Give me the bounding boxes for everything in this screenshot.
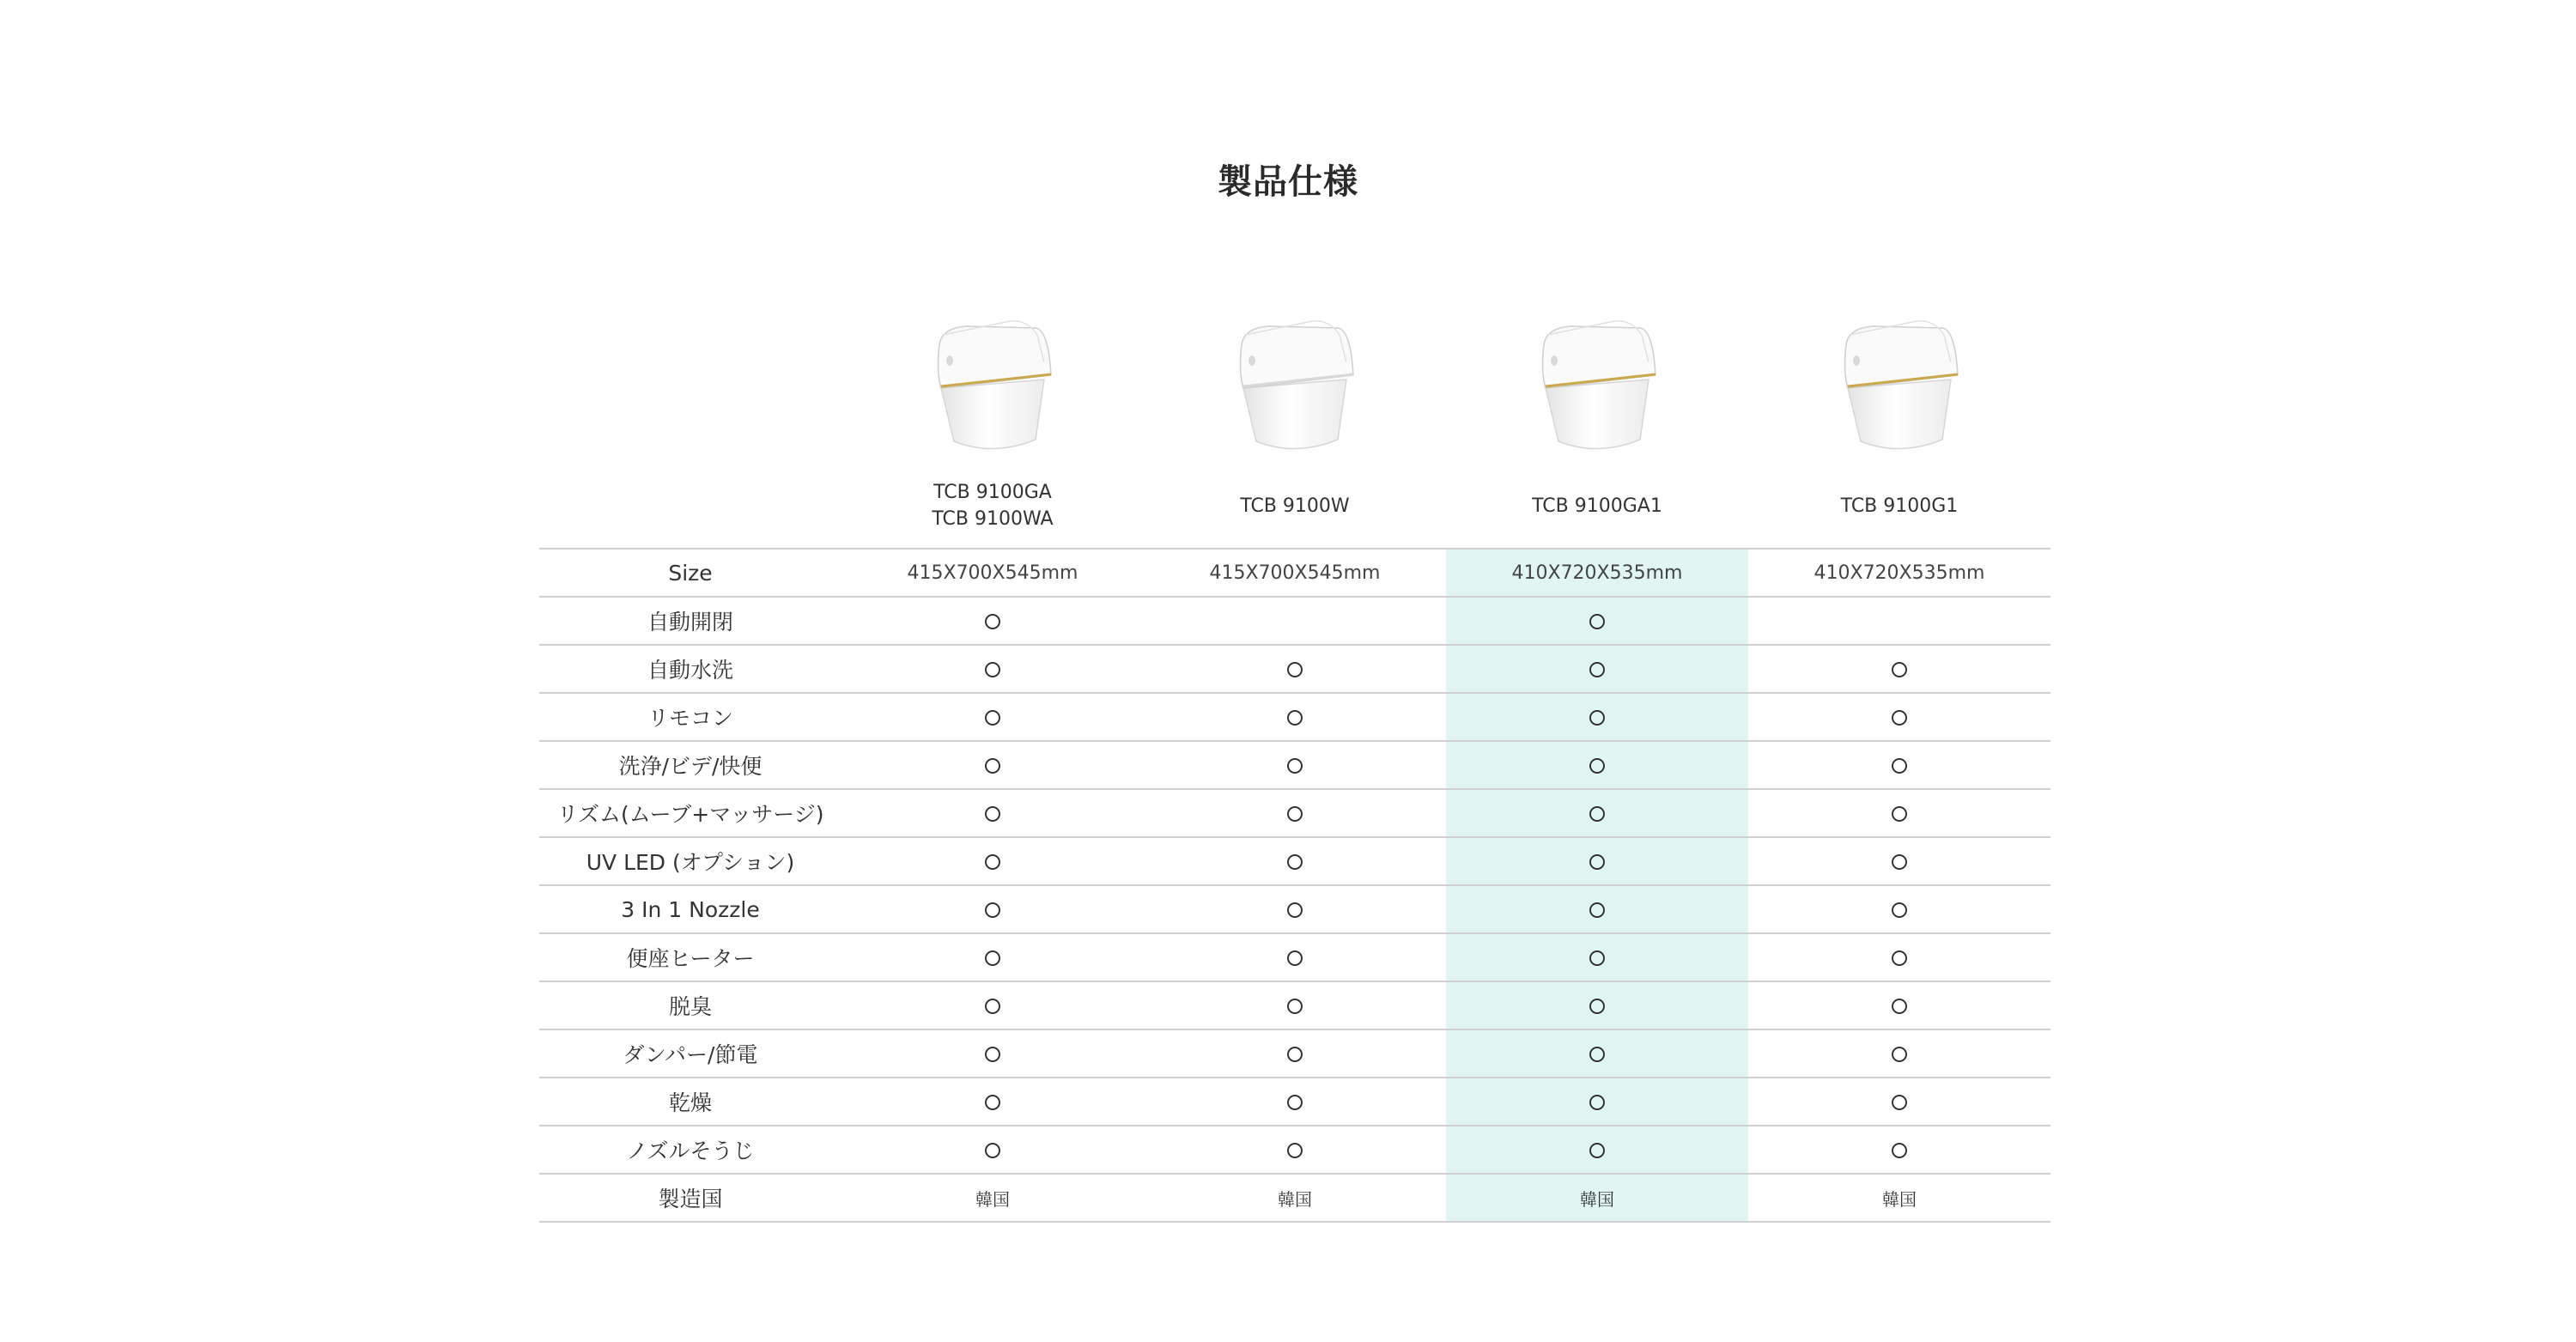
spec-feature-cell (1446, 789, 1748, 837)
spec-row (539, 741, 2050, 789)
spec-feature-cell (1446, 693, 1748, 741)
spec-value-cell: 韓国 (1446, 1174, 1748, 1222)
supported-circle-icon (1589, 758, 1605, 774)
spec-row (539, 645, 2050, 693)
toilet-white-icon (1144, 294, 1446, 457)
toilet-gold-trim-icon (841, 294, 1144, 457)
spec-feature-cell (1446, 1029, 1748, 1078)
spec-row-label: Size (539, 549, 841, 597)
toilet-gold-trim-icon (1446, 294, 1748, 457)
product-header-cell (841, 275, 1144, 549)
supported-circle-icon (1287, 758, 1303, 774)
spec-row (539, 981, 2050, 1029)
spec-value-cell: 韓国 (1144, 1174, 1446, 1222)
supported-circle-icon (1287, 710, 1303, 726)
model-name-line: TCB 9100G1 (1840, 495, 1959, 517)
supported-circle-icon (1892, 1095, 1907, 1110)
spec-row (539, 1078, 2050, 1126)
spec-row (539, 789, 2050, 837)
supported-circle-icon (1589, 950, 1605, 966)
spec-value-cell: 韓国 (841, 1174, 1144, 1222)
spec-feature-cell (1144, 693, 1446, 741)
supported-circle-icon (985, 1047, 1000, 1062)
supported-circle-icon (1892, 1047, 1907, 1062)
spec-row (539, 933, 2050, 981)
supported-circle-icon (1287, 950, 1303, 966)
spec-feature-cell (1144, 837, 1446, 885)
spec-feature-cell (1748, 789, 2050, 837)
product-model-name (1748, 479, 2050, 532)
spec-row-label: UV LED (オプション) (539, 837, 841, 885)
spec-row-label: 自動水洗 (539, 645, 841, 693)
model-name-line: TCB 9100GA (933, 482, 1052, 503)
product-header-row (539, 275, 2050, 549)
supported-circle-icon (1287, 854, 1303, 870)
supported-circle-icon (1287, 662, 1303, 677)
spec-feature-cell (1144, 933, 1446, 981)
spec-feature-cell (1446, 645, 1748, 693)
spec-feature-cell (1144, 1126, 1446, 1174)
supported-circle-icon (1892, 950, 1907, 966)
spec-feature-cell (1748, 885, 2050, 933)
supported-circle-icon (1892, 1143, 1907, 1158)
spec-feature-cell (1748, 597, 2050, 645)
spec-row (539, 1029, 2050, 1078)
supported-circle-icon (985, 662, 1000, 677)
supported-circle-icon (1892, 710, 1907, 726)
supported-circle-icon (985, 614, 1000, 629)
supported-circle-icon (1589, 806, 1605, 822)
spec-value-cell: 韓国 (1748, 1174, 2050, 1222)
spec-table (539, 275, 2050, 1223)
spec-feature-cell (1446, 741, 1748, 789)
spec-row (539, 1126, 2050, 1174)
product-model-name (1144, 479, 1446, 532)
supported-circle-icon (1589, 614, 1605, 629)
spec-feature-cell (1446, 1078, 1748, 1126)
spec-feature-cell (841, 933, 1144, 981)
supported-circle-icon (1589, 1143, 1605, 1158)
supported-circle-icon (1589, 854, 1605, 870)
spec-row (539, 1174, 2050, 1222)
supported-circle-icon (1589, 1047, 1605, 1062)
spec-feature-cell (1748, 933, 2050, 981)
supported-circle-icon (1892, 854, 1907, 870)
spec-value-cell: 410X720X535mm (1446, 549, 1748, 597)
spec-row (539, 549, 2050, 597)
spec-feature-cell (1446, 885, 1748, 933)
spec-feature-cell (1446, 1126, 1748, 1174)
spec-feature-cell (841, 1029, 1144, 1078)
supported-circle-icon (1287, 1095, 1303, 1110)
spec-feature-cell (1748, 645, 2050, 693)
spec-feature-cell (1144, 1029, 1446, 1078)
supported-circle-icon (1589, 902, 1605, 918)
supported-circle-icon (1589, 1095, 1605, 1110)
spec-feature-cell (841, 597, 1144, 645)
spec-feature-cell (1446, 837, 1748, 885)
spec-feature-cell (1748, 1078, 2050, 1126)
spec-value-cell: 415X700X545mm (1144, 549, 1446, 597)
supported-circle-icon (1287, 806, 1303, 822)
spec-feature-cell (841, 741, 1144, 789)
page-title: 製品仕様 (1218, 162, 1358, 202)
spec-feature-cell (1748, 1126, 2050, 1174)
spec-feature-cell (1446, 933, 1748, 981)
spec-row-label: ノズルそうじ (539, 1126, 841, 1174)
supported-circle-icon (985, 710, 1000, 726)
supported-circle-icon (1589, 999, 1605, 1014)
spec-feature-cell (1144, 885, 1446, 933)
spec-row-label: 脱臭 (539, 981, 841, 1029)
spec-value-cell: 410X720X535mm (1748, 549, 2050, 597)
model-name-line: TCB 9100GA1 (1532, 495, 1662, 517)
spec-value-cell: 415X700X545mm (841, 549, 1144, 597)
spec-feature-cell (841, 981, 1144, 1029)
supported-circle-icon (1287, 1047, 1303, 1062)
spec-feature-cell (841, 837, 1144, 885)
spec-feature-cell (1144, 597, 1446, 645)
spec-feature-cell (1748, 1029, 2050, 1078)
spec-feature-cell (1446, 981, 1748, 1029)
supported-circle-icon (985, 854, 1000, 870)
product-header-cell (1748, 275, 2050, 549)
spec-row-label: 3 In 1 Nozzle (539, 885, 841, 933)
header-empty-cell (539, 275, 841, 549)
supported-circle-icon (1287, 1143, 1303, 1158)
spec-feature-cell (841, 1126, 1144, 1174)
model-name-line: TCB 9100WA (932, 508, 1054, 530)
spec-row-label: 自動開閉 (539, 597, 841, 645)
spec-feature-cell (1144, 981, 1446, 1029)
supported-circle-icon (1892, 999, 1907, 1014)
spec-row (539, 837, 2050, 885)
supported-circle-icon (1287, 902, 1303, 918)
spec-feature-cell (1144, 789, 1446, 837)
spec-feature-cell (841, 885, 1144, 933)
spec-row-label: 洗浄/ビデ/快便 (539, 741, 841, 789)
spec-feature-cell (1144, 741, 1446, 789)
supported-circle-icon (1287, 999, 1303, 1014)
supported-circle-icon (1892, 758, 1907, 774)
spec-feature-cell (841, 645, 1144, 693)
product-header-cell (1144, 275, 1446, 549)
spec-feature-cell (841, 1078, 1144, 1126)
supported-circle-icon (985, 1095, 1000, 1110)
supported-circle-icon (1589, 710, 1605, 726)
spec-feature-cell (1748, 693, 2050, 741)
supported-circle-icon (985, 950, 1000, 966)
supported-circle-icon (985, 758, 1000, 774)
supported-circle-icon (1589, 662, 1605, 677)
supported-circle-icon (1892, 902, 1907, 918)
spec-row (539, 597, 2050, 645)
spec-row-label: 乾燥 (539, 1078, 841, 1126)
product-model-name (1446, 479, 1748, 532)
spec-feature-cell (1748, 741, 2050, 789)
supported-circle-icon (985, 999, 1000, 1014)
supported-circle-icon (1892, 806, 1907, 822)
supported-circle-icon (1892, 662, 1907, 677)
spec-row-label: リモコン (539, 693, 841, 741)
spec-row-label: 製造国 (539, 1174, 841, 1222)
spec-row-label: ダンパー/節電 (539, 1029, 841, 1078)
spec-feature-cell (1748, 837, 2050, 885)
spec-feature-cell (841, 789, 1144, 837)
spec-row-label: 便座ヒーター (539, 933, 841, 981)
model-name-line: TCB 9100W (1240, 495, 1350, 517)
supported-circle-icon (985, 902, 1000, 918)
spec-feature-cell (1748, 981, 2050, 1029)
spec-feature-cell (841, 693, 1144, 741)
supported-circle-icon (985, 1143, 1000, 1158)
spec-feature-cell (1144, 1078, 1446, 1126)
spec-row-label: リズム(ムーブ+マッサージ) (539, 789, 841, 837)
product-model-name (841, 479, 1144, 532)
supported-circle-icon (985, 806, 1000, 822)
spec-feature-cell (1446, 597, 1748, 645)
spec-row (539, 885, 2050, 933)
product-header-cell (1446, 275, 1748, 549)
toilet-gold-trim-icon (1748, 294, 2050, 457)
spec-feature-cell (1144, 645, 1446, 693)
spec-row (539, 693, 2050, 741)
